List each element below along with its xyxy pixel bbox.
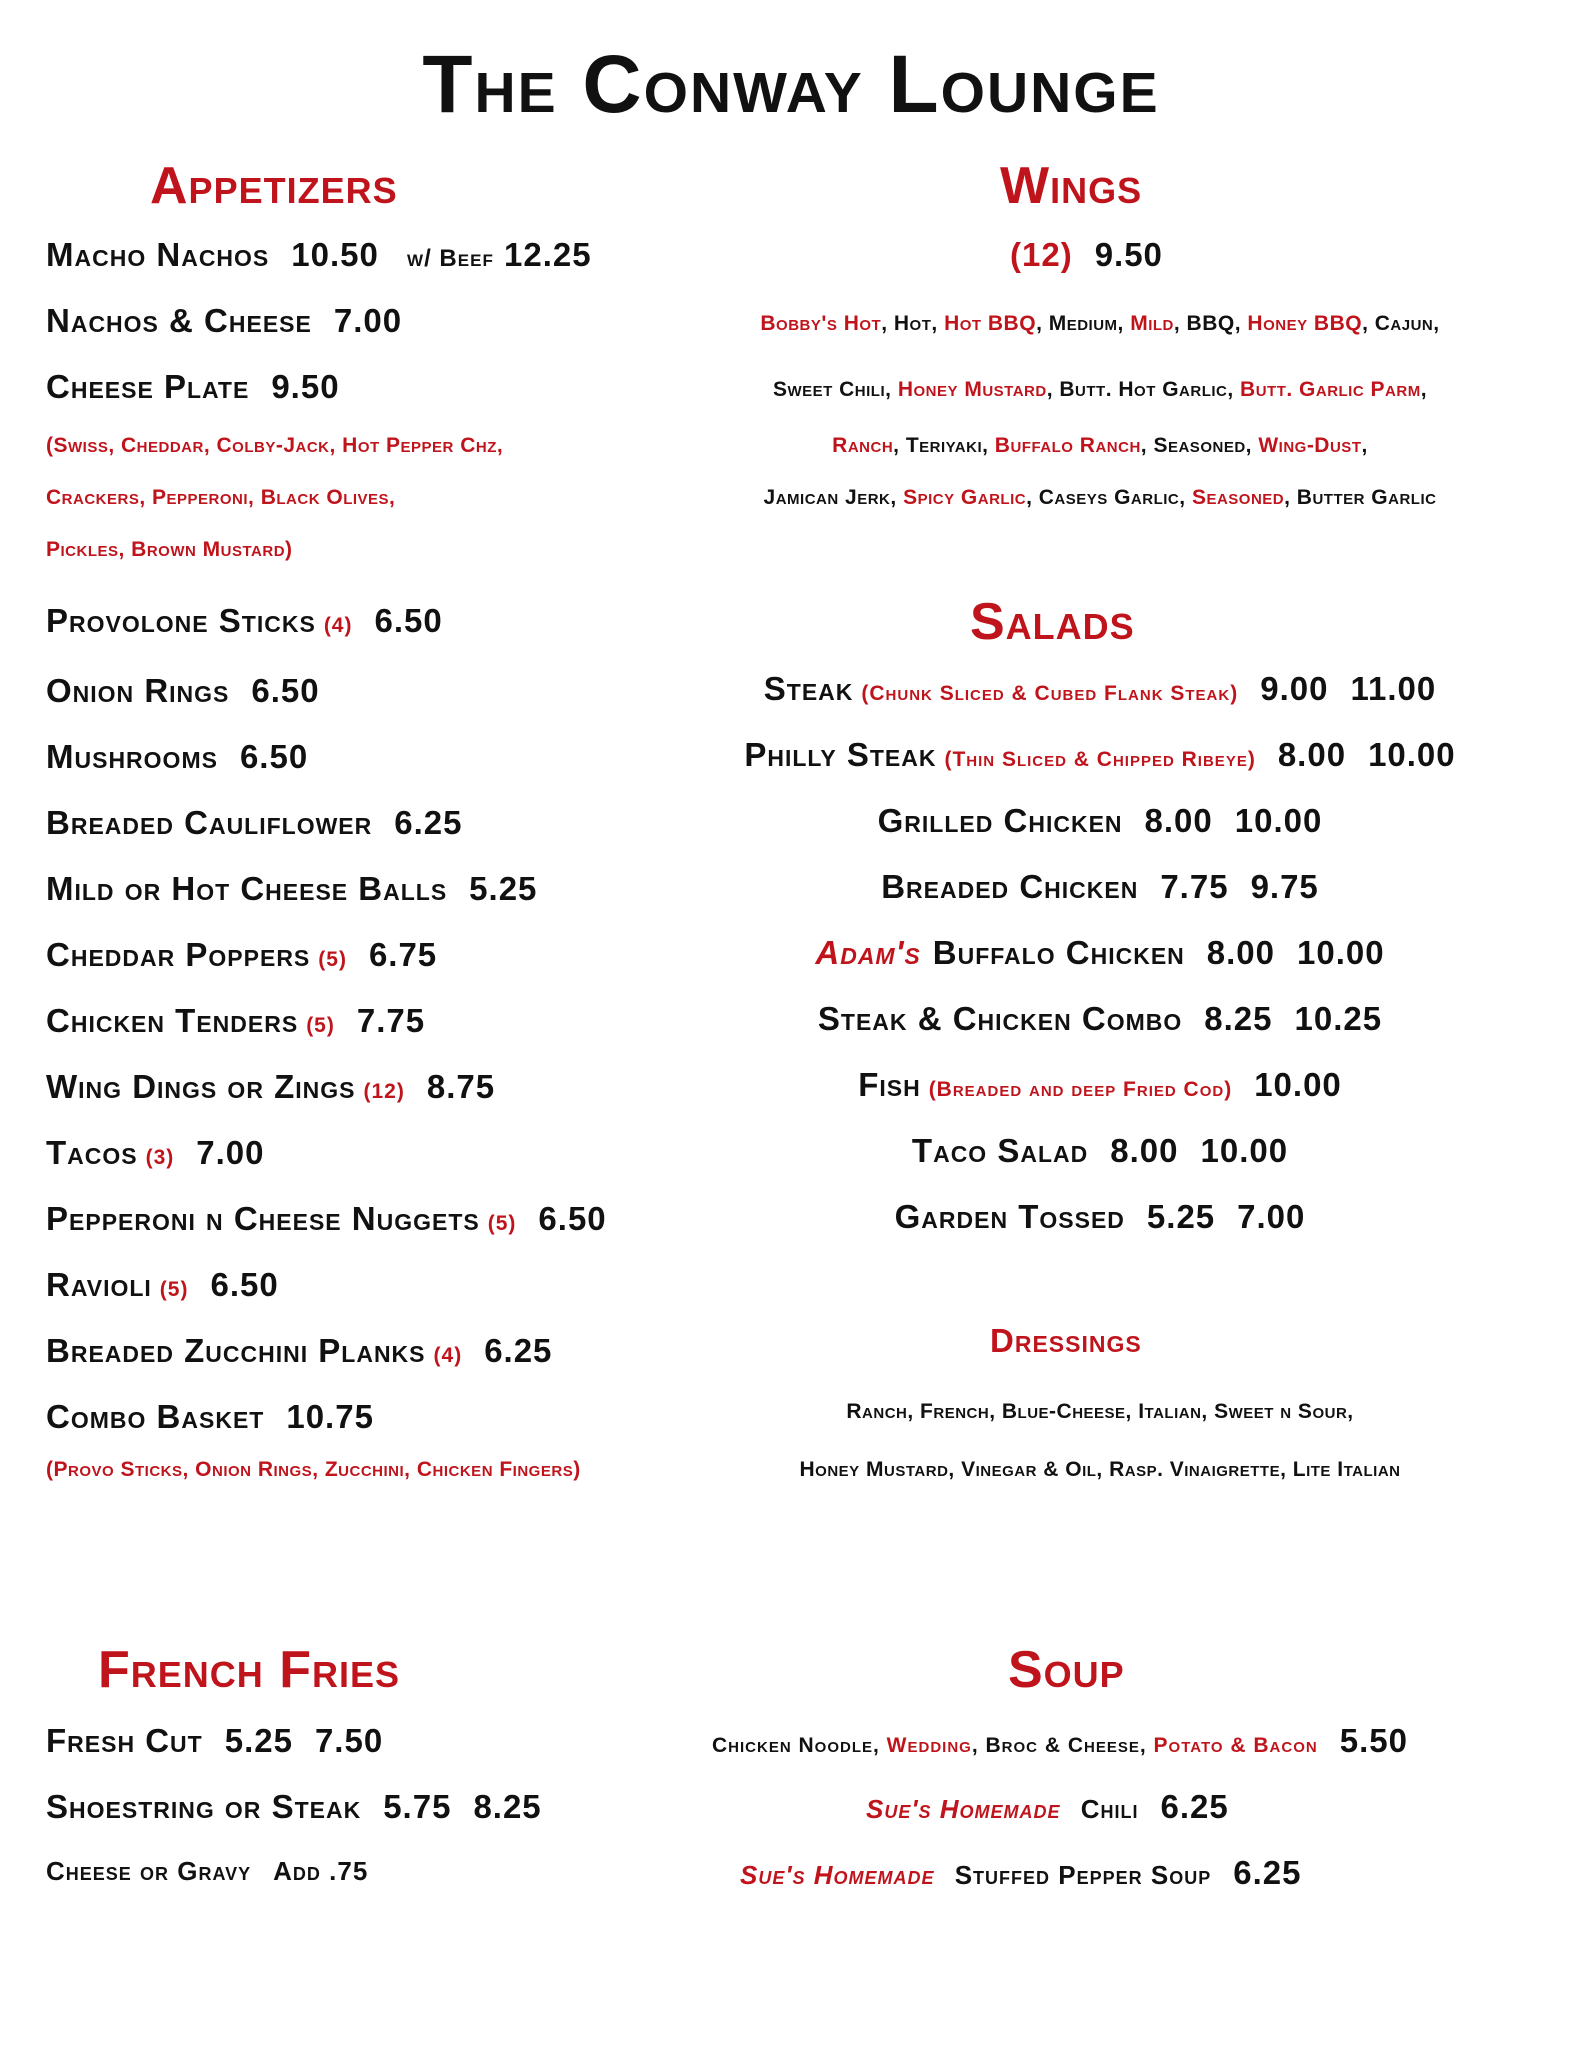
menu-item xyxy=(46,1398,374,1436)
menu-item-cheese-plate xyxy=(46,368,340,406)
salad-price-large: 10.00 xyxy=(1200,1132,1289,1169)
french-fries-heading: French Fries xyxy=(98,1641,401,1699)
salad-name: Breaded Chicken xyxy=(881,868,1139,905)
salad-price-small: 8.00 xyxy=(1277,736,1347,773)
menu-item xyxy=(46,1332,552,1370)
menu-item xyxy=(46,1068,495,1106)
chili-name: Chili xyxy=(1080,1794,1139,1824)
item-price: 7.75 xyxy=(356,1002,426,1039)
dressings-line-1: Ranch, French, Blue-Cheese, Italian, Sweet n Sour, xyxy=(846,1400,1354,1423)
beef-price: 12.25 xyxy=(504,236,592,273)
item-name: Fresh Cut xyxy=(46,1722,203,1759)
salad-name: Philly Steak xyxy=(744,736,937,773)
salad-price-large: 10.00 xyxy=(1234,802,1323,839)
item-price-large: 8.25 xyxy=(473,1788,542,1825)
salad-item xyxy=(680,1000,1520,1038)
salad-note: (Breaded and deep Fried Cod) xyxy=(928,1078,1233,1101)
menu-item xyxy=(46,1266,279,1304)
item-price: 7.00 xyxy=(196,1134,265,1171)
flavor-text: Honey BBQ xyxy=(1247,312,1363,335)
flavor-text: Buffalo Ranch xyxy=(994,434,1141,457)
menu-item xyxy=(46,738,308,776)
flavor-text: Sweet Chili, xyxy=(772,378,898,401)
item-name: Wing Dings or Zings xyxy=(46,1068,356,1105)
salad-price-small: 7.75 xyxy=(1160,868,1229,905)
flavor-text: Hot BBQ xyxy=(944,312,1037,335)
flavor-text: Honey Mustard xyxy=(897,378,1047,401)
flavor-text: Mild xyxy=(1130,312,1174,335)
item-name: Pepperoni n Cheese Nuggets xyxy=(46,1200,480,1237)
restaurant-title: The Conway Lounge xyxy=(422,39,1160,130)
salad-price-small: 8.00 xyxy=(1110,1132,1179,1169)
pepper-name: Stuffed Pepper Soup xyxy=(954,1860,1212,1890)
menu-item-macho-nachos xyxy=(46,236,592,274)
salad-item xyxy=(680,934,1520,972)
item-count-note: (5) xyxy=(318,948,347,971)
menu-item xyxy=(46,672,320,710)
flavor-text: Bobby's Hot xyxy=(760,312,882,335)
salad-name: Buffalo Chicken xyxy=(932,934,1185,971)
dressings-line-2: Honey Mustard, Vinegar & Oil, Rasp. Vinaigrette, Lite Italian xyxy=(799,1458,1401,1481)
fries-addon xyxy=(46,1856,368,1887)
flavor-text: , xyxy=(1420,378,1428,401)
item-name: Combo Basket xyxy=(46,1398,265,1435)
soup-heading: Soup xyxy=(1008,1641,1125,1699)
chili-prefix: Sue's Homemade xyxy=(866,1794,1061,1824)
salad-name: Fish xyxy=(858,1066,921,1103)
flavor-text: Wing-Dust xyxy=(1258,434,1362,457)
salad-price-large: 10.00 xyxy=(1368,736,1456,773)
flavor-text: , Seasoned, xyxy=(1140,434,1259,457)
flavor-text: Seasoned xyxy=(1191,486,1285,509)
salad-item xyxy=(680,868,1520,906)
addon-name: Cheese or Gravy xyxy=(46,1856,252,1886)
wing-flavor-line xyxy=(700,486,1500,510)
menu-item xyxy=(46,870,537,908)
item-price: 6.25 xyxy=(484,1332,553,1369)
item-name: Nachos & Cheese xyxy=(46,302,312,339)
salad-item xyxy=(680,1132,1520,1170)
salad-price-small: 8.00 xyxy=(1206,934,1276,971)
salad-item xyxy=(680,802,1520,840)
item-count-note: (4) xyxy=(323,614,353,637)
item-name: Breaded Cauliflower xyxy=(46,804,373,841)
item-count-note: (5) xyxy=(159,1278,189,1301)
item-name: Chicken Tenders xyxy=(46,1002,299,1039)
appetizers-heading: Appetizers xyxy=(150,157,398,215)
salad-item xyxy=(680,670,1520,708)
soup-variety-text: , Broc & Cheese, xyxy=(971,1734,1154,1757)
item-count-note: (3) xyxy=(145,1146,175,1169)
item-count-note: (4) xyxy=(433,1344,463,1367)
soup-variety-text: Potato & Bacon xyxy=(1153,1734,1318,1757)
salad-price-large: 10.25 xyxy=(1294,1000,1383,1037)
menu-item xyxy=(46,804,463,842)
salad-item xyxy=(680,736,1520,774)
flavor-text: Butt. Garlic Parm xyxy=(1240,378,1421,401)
salad-price-small: 5.25 xyxy=(1146,1198,1216,1235)
salad-price-large: 11.00 xyxy=(1350,670,1437,707)
item-price-large: 7.50 xyxy=(314,1722,384,1759)
flavor-text: , xyxy=(1361,434,1368,457)
salad-name: Steak & Chicken Combo xyxy=(817,1000,1183,1037)
item-name: Macho Nachos xyxy=(46,236,270,273)
menu-item-nachos-cheese xyxy=(46,302,402,340)
salad-name: Taco Salad xyxy=(911,1132,1089,1169)
salad-price-large: 10.00 xyxy=(1297,934,1385,971)
soup-variety-text: Wedding xyxy=(886,1734,972,1757)
flavor-text: Ranch xyxy=(832,434,894,457)
salad-price-large: 7.00 xyxy=(1237,1198,1306,1235)
item-price: 6.50 xyxy=(374,602,443,639)
salad-price-small: 9.00 xyxy=(1260,670,1329,707)
addon-price: .75 xyxy=(329,1856,369,1886)
salad-name: Grilled Chicken xyxy=(877,802,1123,839)
flavor-text: , Teriyaki, xyxy=(893,434,995,457)
combo-basket-note: (Provo Sticks, Onion Rings, Zucchini, Chicken Fingers) xyxy=(46,1458,581,1481)
item-price: 9.50 xyxy=(271,368,340,405)
salad-note: (Chunk Sliced & Cubed Flank Steak) xyxy=(861,682,1239,705)
item-price: 8.75 xyxy=(426,1068,496,1105)
wings-heading: Wings xyxy=(1000,157,1143,215)
soup-chili xyxy=(866,1788,1229,1826)
pepper-price: 6.25 xyxy=(1233,1854,1302,1891)
item-count-note: (12) xyxy=(363,1080,405,1103)
soup-line-1 xyxy=(712,1722,1408,1760)
item-name: Mild or Hot Cheese Balls xyxy=(46,870,448,907)
salad-price-small: 8.00 xyxy=(1144,802,1213,839)
addon-label: Add xyxy=(273,1856,321,1886)
menu-item-shoestring xyxy=(46,1788,542,1826)
salad-price-small: 10.00 xyxy=(1254,1066,1342,1103)
menu-item xyxy=(46,1200,607,1238)
item-price: 6.25 xyxy=(394,804,463,841)
wing-flavor-line xyxy=(700,434,1500,458)
salad-name: Garden Tossed xyxy=(894,1198,1125,1235)
dressings-heading: Dressings xyxy=(990,1322,1142,1359)
item-count-note: (5) xyxy=(487,1212,517,1235)
soup-varieties xyxy=(712,1734,1318,1757)
salad-price-large: 9.75 xyxy=(1250,868,1319,905)
item-name: Cheddar Poppers xyxy=(46,936,311,973)
item-count-note: (5) xyxy=(306,1014,335,1037)
flavor-text: , Butter Garlic xyxy=(1284,486,1437,509)
flavor-text: , Butt. Hot Garlic, xyxy=(1046,378,1241,401)
menu-item xyxy=(46,936,437,974)
item-name: Onion Rings xyxy=(46,672,230,709)
cheese-plate-note-3: Pickles, Brown Mustard) xyxy=(46,538,293,561)
beef-label: w/ Beef xyxy=(407,245,494,272)
item-price-small: 5.25 xyxy=(224,1722,293,1759)
item-price-small: 5.75 xyxy=(383,1788,452,1825)
flavor-text: , Hot, xyxy=(881,312,945,335)
chili-price: 6.25 xyxy=(1160,1788,1229,1825)
salad-name: Steak xyxy=(763,670,854,707)
pepper-prefix: Sue's Homemade xyxy=(740,1860,935,1890)
wings-count: (12) xyxy=(1010,236,1073,273)
salads-heading: Salads xyxy=(970,593,1135,651)
salad-prefix: Adam's xyxy=(815,934,921,971)
item-name: Ravioli xyxy=(46,1266,152,1303)
item-price: 6.75 xyxy=(368,936,438,973)
item-price: 7.00 xyxy=(333,302,403,339)
item-price: 10.75 xyxy=(286,1398,374,1435)
item-name: Breaded Zucchini Planks xyxy=(46,1332,426,1369)
item-price: 10.50 xyxy=(291,236,379,273)
item-name: Shoestring or Steak xyxy=(46,1788,362,1825)
item-price: 6.50 xyxy=(538,1200,607,1237)
salad-item xyxy=(680,1198,1520,1236)
flavor-text: , Caseys Garlic, xyxy=(1026,486,1192,509)
flavor-text: Jamican Jerk, xyxy=(763,486,904,509)
menu-item xyxy=(46,602,443,640)
item-price: 6.50 xyxy=(210,1266,279,1303)
cheese-plate-note-1: (Swiss, Cheddar, Colby-Jack, Hot Pepper Chz, xyxy=(46,434,504,457)
item-name: Mushrooms xyxy=(46,738,218,775)
wings-price-line xyxy=(1010,236,1163,274)
wings-price: 9.50 xyxy=(1094,236,1163,273)
soup-price: 5.50 xyxy=(1339,1722,1408,1759)
cheese-plate-note-2: Crackers, Pepperoni, Black Olives, xyxy=(46,486,396,509)
flavor-text: , Cajun, xyxy=(1362,312,1440,335)
item-price: 6.50 xyxy=(239,738,309,775)
item-name: Cheese Plate xyxy=(46,368,250,405)
soup-stuffed-pepper xyxy=(740,1854,1301,1892)
flavor-text: , Medium, xyxy=(1036,312,1131,335)
soup-variety-text: Chicken Noodle, xyxy=(712,1734,887,1757)
salad-note: (Thin Sliced & Chipped Ribeye) xyxy=(944,748,1256,771)
menu-item xyxy=(46,1134,265,1172)
wing-flavor-line xyxy=(700,312,1500,336)
menu-item-fresh-cut xyxy=(46,1722,383,1760)
salad-item xyxy=(680,1066,1520,1104)
item-price: 5.25 xyxy=(469,870,538,907)
flavor-text: Spicy Garlic xyxy=(903,486,1027,509)
item-name: Tacos xyxy=(46,1134,138,1171)
item-price: 6.50 xyxy=(251,672,320,709)
salad-price-small: 8.25 xyxy=(1204,1000,1273,1037)
wing-flavor-line xyxy=(700,378,1500,402)
menu-item xyxy=(46,1002,425,1040)
item-name: Provolone Sticks xyxy=(46,602,316,639)
flavor-text: , BBQ, xyxy=(1173,312,1248,335)
